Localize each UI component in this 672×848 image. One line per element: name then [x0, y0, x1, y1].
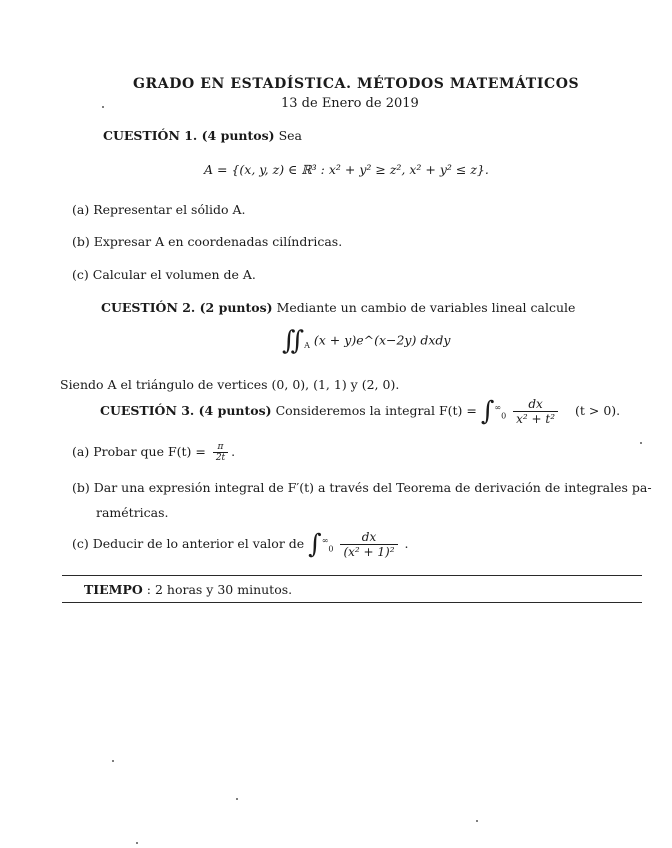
item-label: (a) [72, 444, 90, 459]
q3-item-c [72, 530, 409, 559]
scan-speck [136, 842, 138, 844]
double-integral-icon: ∬ [282, 326, 305, 356]
item-text: Dar una expresión integral de F′(t) a través del Teorema de derivación de integrales pa- [93, 480, 652, 495]
q1-item-a [72, 202, 245, 217]
lower-limit: 0 [501, 411, 507, 421]
item-text: Deducir de lo anterior el valor de [92, 536, 305, 551]
q2-triangle-text: Siendo A el triángulo de vertices (0, 0), (1, 1) y (2, 0). [60, 377, 400, 392]
time-line [84, 582, 292, 597]
item-text: Expresar A en coordenadas cilíndricas. [93, 234, 343, 249]
q3-item-b-continuation: ramétricas. [96, 505, 169, 520]
q3c-integral [308, 529, 404, 560]
item-period: . [404, 536, 409, 551]
scan-speck [640, 442, 642, 444]
item-text: Probar que F(t) = [93, 444, 206, 459]
scan-speck [476, 820, 478, 822]
q3-item-a [72, 442, 235, 463]
exam-date: 13 de Enero de 2019 [281, 96, 419, 111]
q3c-fraction [340, 530, 397, 559]
item-text: Calcular el volumen de A. [92, 267, 256, 282]
item-label: (b) [72, 234, 90, 249]
fraction-numerator: dx [513, 397, 558, 412]
time-label: TIEMPO [84, 582, 143, 597]
item-period: . [231, 444, 236, 459]
item-label: (c) [72, 267, 89, 282]
time-value: 2 horas y 30 minutos. [154, 582, 293, 597]
q3a-fraction [213, 442, 228, 463]
q3-line [100, 397, 620, 426]
fraction-denominator: (x² + 1)² [343, 545, 395, 559]
scan-speck [236, 798, 238, 800]
q2-heading: CUESTIÓN 2. (2 puntos) [101, 300, 273, 315]
q3-heading: CUESTIÓN 3. (4 puntos) [100, 403, 272, 418]
q1-set-definition: A = {(x, y, z) ∈ ℝ³ : x² + y² ≥ z², x² + y² ≤ z}. [204, 162, 489, 177]
q3-integral [480, 396, 565, 427]
integral-icon: ∫ [308, 529, 322, 560]
divider-top [62, 575, 642, 576]
fraction-numerator: π [213, 442, 228, 453]
item-label: (c) [72, 536, 89, 551]
q2-double-integral [282, 328, 450, 354]
item-label: (a) [72, 202, 90, 217]
q3-fraction [513, 397, 558, 426]
q1-intro: Sea [278, 128, 302, 143]
scan-speck [112, 760, 114, 762]
item-text: Representar el sólido A. [93, 202, 246, 217]
time-separator: : [142, 582, 155, 597]
q2-intro: Mediante un cambio de variables lineal calcule [276, 300, 576, 315]
q3-condition: (t > 0). [575, 403, 621, 418]
scan-speck [102, 106, 104, 108]
q3-item-b [72, 480, 652, 495]
divider-bottom [62, 602, 642, 603]
exam-title: GRADO EN ESTADÍSTICA. MÉTODOS MATEMÁTICOS [133, 76, 580, 92]
fraction-denominator: x² + t² [516, 412, 556, 426]
integral-icon: ∫ [480, 396, 495, 427]
q1-heading: CUESTIÓN 1. (4 puntos) [103, 128, 275, 143]
integral-domain: A [304, 341, 310, 350]
lower-limit: 0 [328, 544, 334, 554]
integrand: (x + y)e^(x−2y) dxdy [313, 332, 451, 348]
q1-item-c [72, 267, 256, 282]
item-label: (b) [72, 480, 90, 495]
fraction-denominator: 2t [215, 453, 226, 463]
upper-limit: ∞ [321, 535, 329, 545]
q2-line [101, 300, 575, 315]
fraction-numerator: dx [340, 530, 397, 545]
upper-limit: ∞ [494, 402, 502, 412]
q3-intro: Consideremos la integral F(t) = [275, 403, 477, 418]
q1-line [103, 128, 302, 143]
q1-item-b [72, 234, 342, 249]
